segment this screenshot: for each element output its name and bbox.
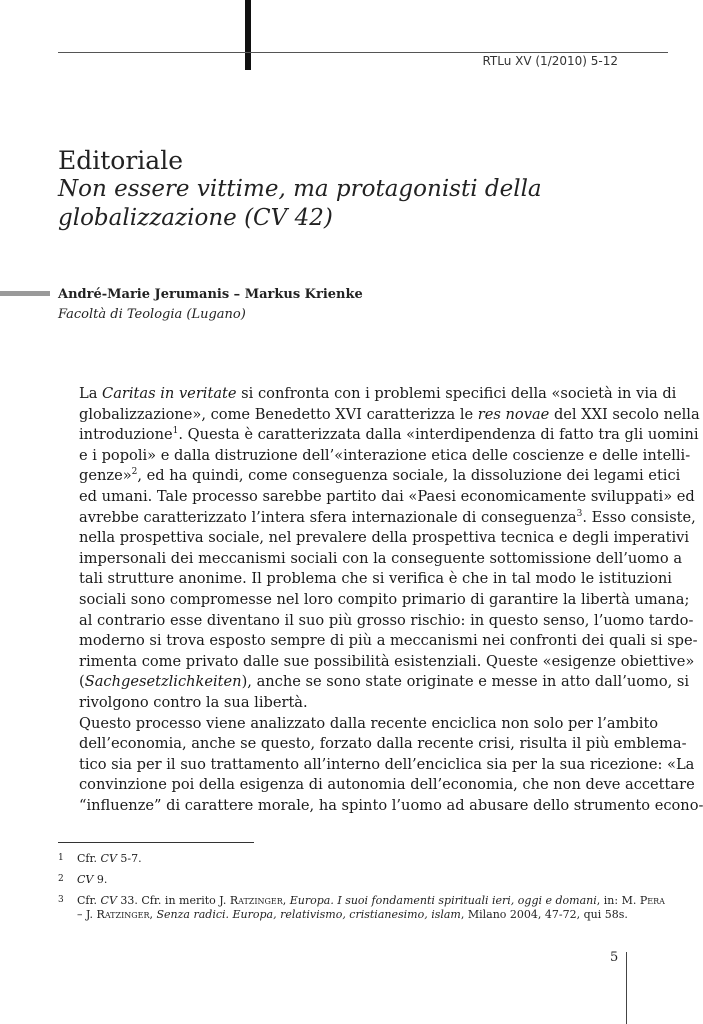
footnote-ref[interactable]: 3 bbox=[576, 508, 583, 519]
paragraph-2 bbox=[58, 714, 703, 817]
footnotes bbox=[58, 852, 665, 929]
text-line: introduzione$^1$. Questa è caratterizzata dalla «interdipendenza di fatto tra gli uomini bbox=[79, 426, 699, 444]
title-line-2: globalizzazione (CV 42) bbox=[58, 205, 333, 231]
footnote-1: 1 Cfr. CV 5-7. bbox=[58, 852, 142, 865]
footnote-ref[interactable]: 1 bbox=[172, 426, 179, 437]
text-line: rivolgono contro la sua libertà. bbox=[79, 693, 308, 711]
title-line-1: Non essere vittime, ma protagonisti della bbox=[58, 176, 542, 202]
text-line: impersonali dei meccanismi sociali con la conseguente sottomissione dell’uomo a bbox=[79, 549, 683, 567]
article-title bbox=[58, 175, 618, 233]
text-line: sociali sono compromesse nel loro compito primario di garantire la libertà umana; bbox=[79, 590, 690, 608]
text-line: dell’economia, anche se questo, forzato dalla recente crisi, risulta il più emblema- bbox=[79, 735, 687, 753]
footnote-rule bbox=[58, 842, 254, 843]
text-line: ed umani. Tale processo sarebbe partito dai «Paesi economicamente sviluppati» ed bbox=[79, 487, 695, 505]
text-line: moderno si trova esposto sempre di più a meccanismi nei confronti dei quali si spe- bbox=[79, 632, 698, 650]
footnote-number: 2 bbox=[58, 874, 64, 884]
text-line: genze»$^2$, ed ha quindi, come conseguenza sociale, la dissoluzione dei legami etici bbox=[79, 467, 681, 485]
footnote-3: 3 Cfr. CV 33. Cfr. in merito J. Ratzinger, Europa. I suoi fondamenti spirituali ieri, oggi e domani, in: M. Pera – J. Ratzinger, Senza radici. Europa, relativismo, cristianesimo, islam, Milano 2004, 47-72, qui 58s. bbox=[58, 894, 665, 921]
text-line: e i popoli» e dalla distruzione dell’«interazione etica delle coscienze e delle intelli- bbox=[79, 446, 691, 464]
text-line: nella prospettiva sociale, nel prevalere della prospettiva tecnica e degli imperativi bbox=[79, 529, 690, 547]
footnote-ref[interactable]: 2 bbox=[131, 467, 138, 478]
text-line: “influenze” di carattere morale, ha spinto l’uomo ad abusare dello strumento econo- bbox=[79, 796, 703, 814]
authors: André-Marie Jerumanis – Markus Krienke bbox=[58, 287, 363, 302]
author-marker-bar bbox=[0, 291, 50, 296]
text-line: convinzione poi della esigenza di autonomia dell’economia, che non deve accettare bbox=[79, 776, 695, 794]
bottom-vertical-bar bbox=[626, 952, 627, 1024]
text-line: tali strutture anonime. Il problema che si verifica è che in tal modo le istituzioni bbox=[79, 570, 672, 588]
text-line: globalizzazione», come Benedetto XVI caratterizza le res novae del XXI secolo nella bbox=[79, 405, 700, 423]
footnote-number: 3 bbox=[58, 895, 64, 905]
page-number: 5 bbox=[610, 950, 619, 965]
text-line: al contrario esse diventano il suo più grosso rischio: in questo senso, l’uomo tardo- bbox=[79, 611, 694, 629]
text-line: La Caritas in veritate si confronta con i problemi specifici della «società in via di bbox=[79, 385, 677, 402]
top-vertical-bar bbox=[245, 0, 251, 70]
text-line: tico sia per il suo trattamento all’interno dell’enciclica sia per la sua ricezione: «La bbox=[79, 755, 695, 773]
text-line: (Sachgesetzlichkeiten), anche se sono state originate e messe in atto dall’uomo, si bbox=[79, 673, 690, 691]
running-head: RTLu XV (1/2010) 5-12 bbox=[482, 54, 618, 68]
paragraph-1 bbox=[58, 384, 700, 714]
header-rule bbox=[58, 52, 668, 53]
footnote-2: 2 CV 9. bbox=[58, 873, 108, 886]
affiliation: Facoltà di Teologia (Lugano) bbox=[58, 307, 246, 322]
body-text bbox=[58, 384, 703, 816]
text-line: rimenta come privato dalle sue possibilità esistenziali. Queste «esigenze obiettive» bbox=[79, 652, 695, 670]
text-line: avrebbe caratterizzato l’intera sfera internazionale di conseguenza$^3$. Esso consiste, bbox=[79, 508, 696, 526]
section-label: Editoriale bbox=[58, 146, 183, 175]
text-line: Questo processo viene analizzato dalla recente enciclica non solo per l’ambito bbox=[79, 714, 659, 732]
footnote-number: 1 bbox=[58, 853, 64, 863]
